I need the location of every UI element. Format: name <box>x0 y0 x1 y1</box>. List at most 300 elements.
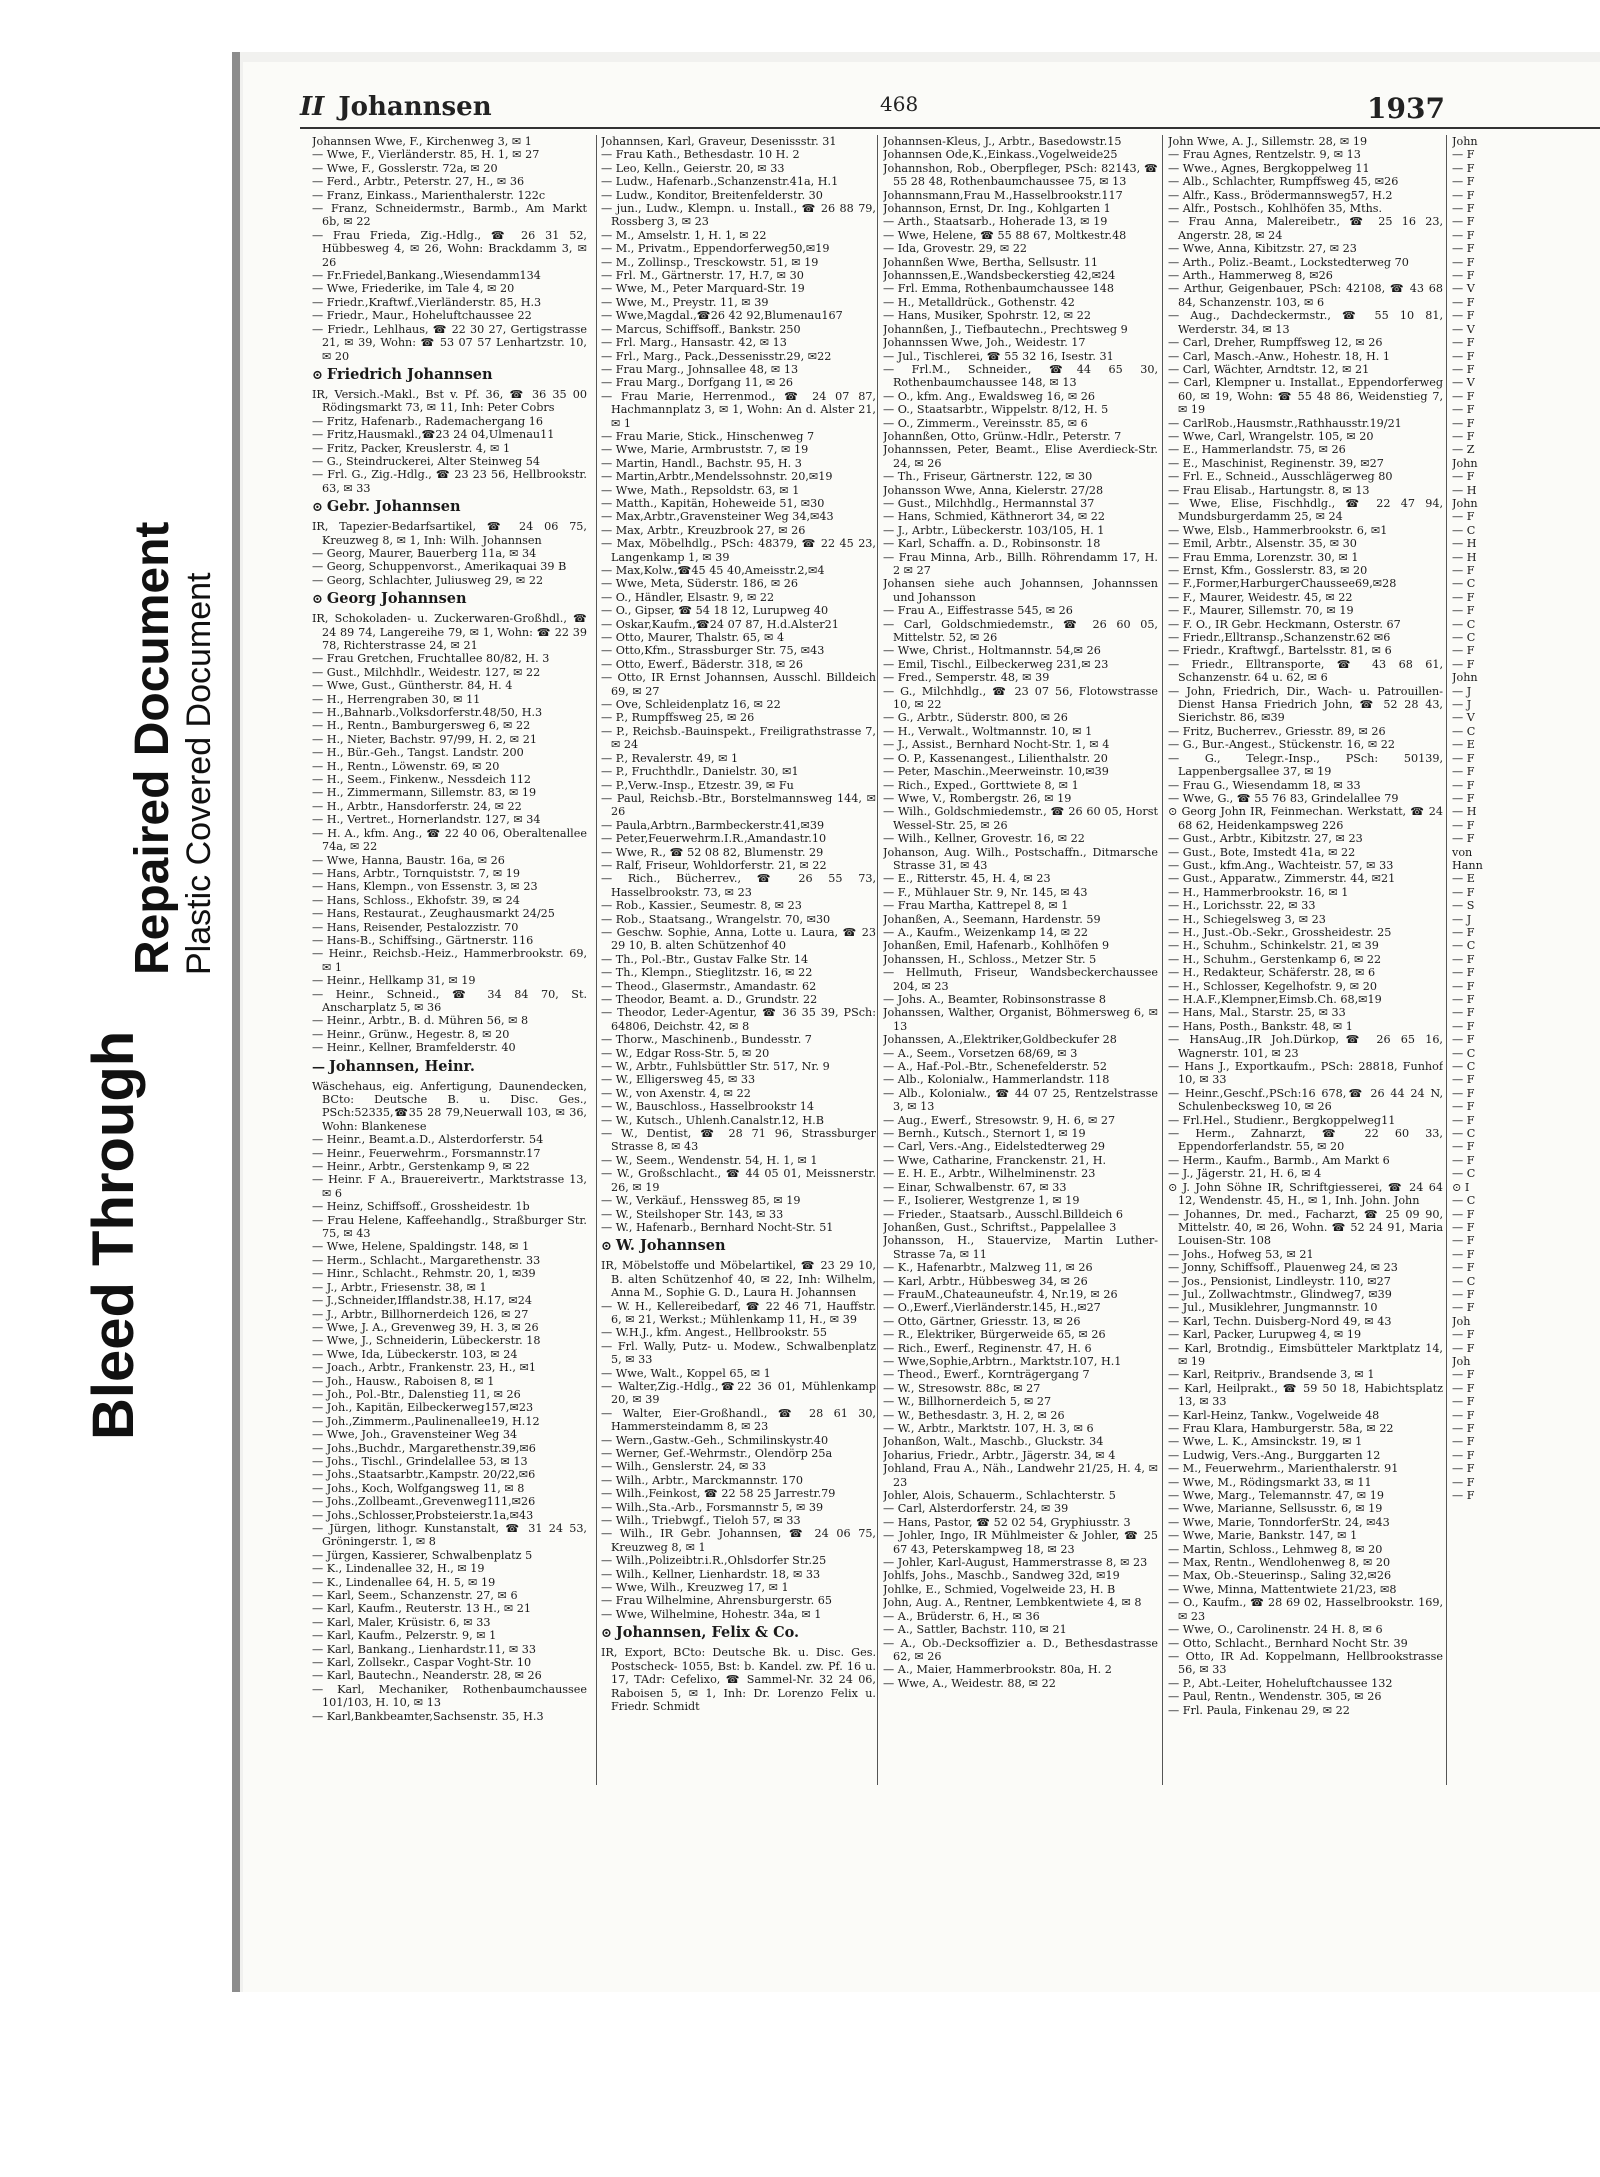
directory-entry: — Wwe, Elsb., Hammerbrookstr. 6, ✉1 <box>1168 523 1388 537</box>
directory-entry: — Arthur, Geigenbauer, PSch: 42108, ☎ 43 68 84, Schanzenstr. 103, ✉ 6 <box>1168 282 1443 309</box>
directory-entry: — F <box>1452 336 1475 350</box>
directory-entry: — Frau Gretchen, Fruchtallee 80/82, H. 3 <box>312 652 550 666</box>
directory-entry: — J., Arbtr., Friesenstr. 38, ✉ 1 <box>312 1280 487 1294</box>
directory-entry: — Frau Agnes, Rentzelstr. 9, ✉ 13 <box>1168 148 1361 162</box>
directory-entry: — Frau Minna, Arb., Billh. Röhrendamm 17, H. 2 ✉ 27 <box>883 550 1158 577</box>
directory-entry: — Wern.,Gastw.-Geh., Schmilinskystr.40 <box>601 1433 829 1447</box>
directory-entry: — H.A.F.,Klempner,Eimsb.Ch. 68,✉19 <box>1168 993 1382 1006</box>
entry-marker: ⊙ <box>312 367 323 383</box>
directory-entry: — Jonny, Schiffsoff., Plauenweg 24, ✉ 23 <box>1168 1261 1398 1275</box>
directory-entry: — W., Seem., Wendenstr. 54, H. 1, ✉ 1 <box>601 1153 818 1167</box>
directory-entry: — H., Zimmermann, Sillemstr. 83, ✉ 19 <box>312 786 537 800</box>
scan-margin <box>0 1992 1600 2177</box>
directory-entry: — F <box>1452 470 1475 484</box>
directory-entry: — F <box>1452 791 1475 805</box>
directory-entry: — Johannes, Dr. med., Facharzt, ☎ 25 09 90, Mittelstr. 40, ✉ 26, Wohn. ☎ 52 24 91, Maria Louisen-Str. 108 <box>1168 1207 1443 1248</box>
directory-entry: — F <box>1452 416 1475 430</box>
directory-entry: — Theod., Ewerf., Kornträgergang 7 <box>883 1368 1090 1382</box>
directory-entry: — Carl, Klempner u. Installat., Eppendorferweg 60, ✉ 19, Wohn: ☎ 55 48 86, Weidenstieg 7, ✉ 19 <box>1168 376 1443 417</box>
directory-entry: — Wwe, Meta, Süderstr. 186, ✉ 26 <box>601 577 799 591</box>
directory-entry: — F <box>1452 604 1475 618</box>
directory-entry: — P., Fruchthdlr., Danielstr. 30, ✉1 <box>601 765 799 779</box>
directory-entry: — Johs.,Zollbeamt.,Grevenweg111,✉26 <box>312 1495 536 1509</box>
directory-entry: — Fr.Friedel,Bankang.,Wiesendamm134 <box>312 269 541 283</box>
directory-entry: IR, Export, BCto: Deutsche Bk. u. Disc. Ges. Postscheck- 1055, Bst: b. Kandel. zw. Pf. 16 u. 17, TAdr: Cefelixo, ☎ Sammel-Nr. 32 24 06, Raboisen 5, ✉ 1, Inh: Dr. Lorenzo Felix u. Friedr. Schmidt <box>601 1646 876 1713</box>
directory-entry: — O., Staatsarbtr., Wippelstr. 8/12, H. 5 <box>883 403 1109 417</box>
directory-entry: — Walter,Zig.-Hdlg.,☎22 36 01, Mühlenkamp 20, ✉ 39 <box>601 1379 876 1407</box>
directory-entry: — E., Ritterstr. 45, H. 4, ✉ 23 <box>883 872 1051 886</box>
directory-entry: — Wilh., Kellner, Grovestr. 16, ✉ 22 <box>883 832 1085 846</box>
directory-entry: — Frau Elisab., Hartungstr. 8, ✉ 13 <box>1168 483 1370 497</box>
directory-entry: Johlke, E., Schmied, Vogelweide 23, H. B <box>883 1582 1116 1596</box>
page-header-title <box>300 92 492 122</box>
directory-entry: — John, Friedrich, Dir., Wach- u. Patrouillen-Dienst Hansa Friedrich John, ☎ 52 28 43, Sierichstr. 86, ✉39 <box>1168 684 1443 725</box>
directory-entry: — O., Händler, Elsastr. 9, ✉ 22 <box>601 590 775 604</box>
directory-entry: — F <box>1452 1261 1475 1275</box>
directory-entry: — Johs. A., Beamter, Robinsonstrasse 8 <box>883 993 1107 1006</box>
directory-entry: Johansson Wwe, Anna, Kielerstr. 27/28 <box>883 483 1104 497</box>
directory-entry: — Hans, Posth., Bankstr. 48, ✉ 1 <box>1168 1019 1353 1033</box>
directory-entry: — Max, Rentn., Wendlohenweg 8, ✉ 20 <box>1168 1556 1391 1570</box>
directory-entry: — Wwe,Magdal.,☎26 42 92,Blumenau167 <box>601 309 843 323</box>
directory-entry: — C <box>1452 1274 1476 1288</box>
directory-entry: — H <box>1452 537 1477 551</box>
directory-entry: — Wilh., Kellner, Lienhardstr. 18, ✉ 33 <box>601 1567 821 1581</box>
directory-entry: — C <box>1452 1046 1476 1060</box>
directory-entry: — Carl, Dreher, Rumpffsweg 12, ✉ 26 <box>1168 336 1383 350</box>
directory-entry: — W., Arbtr., Marktstr. 107, H. 3, ✉ 6 <box>883 1422 1094 1435</box>
directory-entry: — E <box>1452 872 1475 886</box>
directory-entry: — Ida, Grovestr. 29, ✉ 22 <box>883 242 1028 256</box>
directory-entry: — H., Rentn., Bamburgersweg 6, ✉ 22 <box>312 719 531 733</box>
directory-entry: — W., Dentist, ☎ 28 71 96, Strassburger Strasse 8, ✉ 43 <box>601 1127 876 1154</box>
directory-entry: — Johs.,Schlosser,Probsteierstr.1a,✉43 <box>312 1508 534 1522</box>
directory-entry: — Hinr., Schlacht., Rehmstr. 20, 1, ✉39 <box>312 1267 536 1281</box>
directory-entry: — F <box>1452 1113 1475 1127</box>
directory-entry: — F <box>1452 403 1475 417</box>
directory-column-3 <box>883 135 1158 1785</box>
directory-entry: — M., Zollinsp., Tresckowstr. 51, ✉ 19 <box>601 255 819 269</box>
column-divider <box>1446 135 1447 1785</box>
directory-entry: — E <box>1452 738 1475 752</box>
directory-entry: — Frau Wilhelmine, Ahrensburgerstr. 65 <box>601 1594 833 1608</box>
directory-entry: — Wilh.,Sta.-Arb., Forsmannstr 5, ✉ 39 <box>601 1500 824 1514</box>
directory-entry: — Karl, Kaufm., Reuterstr. 13 H., ✉ 21 <box>312 1602 532 1616</box>
directory-entry: — F <box>1452 1086 1475 1100</box>
directory-entry: — R., Elektriker, Bürgerweide 65, ✉ 26 <box>883 1328 1106 1342</box>
directory-entry: — C <box>1452 523 1476 537</box>
directory-entry: — Max,Arbtr.,Gravensteiner Weg 34,✉43 <box>601 510 834 524</box>
directory-entry: — F <box>1452 1448 1475 1462</box>
directory-entry: Johannssen, Peter, Beamt., Elise Averdieck-Str. 24, ✉ 26 <box>883 443 1158 470</box>
directory-entry: — C <box>1452 1127 1476 1141</box>
directory-entry: — J., Arbtr., Billhornerdeich 126, ✉ 27 <box>312 1307 529 1321</box>
directory-entry: — Hans J., Exportkaufm., PSch: 28818, Funhof 10, ✉ 33 <box>1168 1060 1443 1087</box>
directory-entry: — Wwe, O., Carolinenstr. 24 H. 8, ✉ 6 <box>1168 1623 1383 1637</box>
directory-entry: — Rob., Kassier., Seumestr. 8, ✉ 23 <box>601 899 802 913</box>
directory-entry: Johansen siehe auch Johannsen, Johannssen und Johansson <box>883 577 1158 604</box>
directory-entry: — Johs., Koch, Wolfgangsweg 11, ✉ 8 <box>312 1481 525 1495</box>
directory-entry: — F <box>1452 349 1475 363</box>
directory-entry: — Hans, Schmied, Käthnerort 34, ✉ 22 <box>883 510 1105 524</box>
directory-entry: Johannssen Wwe, Joh., Weidestr. 17 <box>883 336 1086 350</box>
directory-entry: — F.,Former,HarburgerChaussee69,✉28 <box>1168 577 1397 591</box>
directory-entry: — H <box>1452 550 1477 564</box>
directory-entry: — Th., Pol.-Btr., Gustav Falke Str. 14 <box>601 952 809 966</box>
directory-entry: — W., Kutsch., Uhlenh.Canalstr.12, H.B <box>601 1113 824 1127</box>
directory-entry: — V <box>1452 282 1475 296</box>
directory-entry: — Frau A., Eiffestrasse 545, ✉ 26 <box>883 604 1073 618</box>
plastic-covered-label: Plastic Covered Document <box>180 572 218 975</box>
directory-entry: — Aug., Dachdeckermstr., ☎ 55 10 81, Werderstr. 34, ✉ 13 <box>1168 309 1443 336</box>
directory-entry: Johannsmann,Frau M.,Hasselbrookstr.117 <box>883 188 1123 202</box>
directory-heading-entry <box>601 1237 876 1256</box>
directory-entry: — Peter,Feuerwehrm.I.R.,Amandastr.10 <box>601 832 827 846</box>
directory-entry: — Johs.,Buchdr., Margarethenstr.39,✉6 <box>312 1441 536 1455</box>
directory-entry: — Karl,Bankbeamter,Sachsenstr. 35, H.3 <box>312 1709 544 1723</box>
directory-entry: — W., Stresowstr. 88c, ✉ 27 <box>883 1381 1041 1395</box>
directory-entry: — G., Steindruckerei, Alter Steinweg 54 <box>312 454 540 468</box>
page-number: 468 <box>880 92 919 116</box>
directory-entry: — Wwe, Carl, Wrangelstr. 105, ✉ 20 <box>1168 429 1374 443</box>
directory-entry: — F <box>1452 1408 1475 1422</box>
directory-entry: — A., Haf.-Pol.-Btr., Schenefelderstr. 52 <box>883 1060 1107 1074</box>
directory-entry: — Max, Arbtr., Kreuzbrook 27, ✉ 26 <box>601 523 806 537</box>
directory-entry: — Karl, Seem., Schanzenstr. 27, ✉ 6 <box>312 1589 518 1603</box>
directory-entry: — Jos., Pensionist, Lindleystr. 110, ✉27 <box>1168 1274 1391 1288</box>
directory-entry: — Wilh., Triebwgf., Tieloh 57, ✉ 33 <box>601 1514 801 1528</box>
directory-entry: — W., Hafenarb., Bernhard Nocht-Str. 51 <box>601 1220 834 1234</box>
directory-entry: — F <box>1452 1381 1475 1395</box>
directory-entry: — F <box>1452 1140 1475 1154</box>
directory-entry: Johanßon, Walt., Maschb., Gluckstr. 34 <box>883 1435 1104 1449</box>
directory-entry: — G., Milchhdlg., ☎ 23 07 56, Flotowstrasse 10, ✉ 22 <box>883 684 1158 712</box>
directory-entry: — W., Arbtr., Fuhlsbüttler Str. 517, Nr. 9 <box>601 1060 830 1074</box>
directory-entry: — Frl.M., Schneider., ☎44 65 30, Rothenbaumchaussee 148, ✉ 13 <box>883 362 1158 390</box>
directory-entry: John <box>1452 496 1478 510</box>
directory-entry: — H.,Bahnarb.,Volksdorferstr.48/50, H.3 <box>312 706 543 720</box>
directory-entry: — Wwe, Ida, Lübeckerstr. 103, ✉ 24 <box>312 1347 518 1361</box>
directory-entry: IR, Möbelstoffe und Möbelartikel, ☎ 23 29 10, B. alten Schützenhof 40, ✉ 22, Inh: Wilhelm, Anna M., Sophie G. D., Laura H. Johannsen <box>601 1259 876 1300</box>
directory-entry: Johland, Frau A., Näh., Landwehr 21/25, H. 4, ✉ 23 <box>883 1462 1158 1489</box>
directory-entry: — F <box>1452 765 1475 779</box>
directory-entry: — F <box>1452 161 1475 175</box>
directory-entry: — Wwe, G., ☎ 55 76 83, Grindelallee 79 <box>1168 791 1399 805</box>
directory-entry: — C <box>1452 577 1476 591</box>
directory-entry: — J.,Schneider,Ifflandstr.38, H.17, ✉24 <box>312 1294 532 1308</box>
directory-entry: — Fritz, Bucherrev., Griesstr. 89, ✉ 26 <box>1168 724 1386 738</box>
directory-entry: — P., Abt.-Leiter, Hoheluftchaussee 132 <box>1168 1676 1393 1690</box>
directory-entry: — Paula,Arbtrn.,Barmbeckerstr.41,✉39 <box>601 818 825 832</box>
directory-entry: — F <box>1452 1234 1475 1248</box>
directory-entry: — H., Seem., Finkenw., Nessdeich 112 <box>312 773 532 787</box>
directory-entry: — Rob., Staatsang., Wrangelstr. 70, ✉30 <box>601 912 831 926</box>
directory-entry: — Karl, Packer, Lurupweg 4, ✉ 19 <box>1168 1328 1362 1342</box>
directory-column-1 <box>312 135 587 1785</box>
directory-entry: Johannßen, Otto, Grünw.-Hdlr., Peterstr. 7 <box>883 429 1122 443</box>
directory-entry: — F <box>1452 295 1475 309</box>
directory-entry: — Wwe, Wilh., Kreuzweg 17, ✉ 1 <box>601 1581 789 1595</box>
directory-entry: — O. P., Kassenangest., Lilienthalstr. 20 <box>883 751 1108 765</box>
directory-entry: — J <box>1452 698 1472 712</box>
directory-entry: — J., Assist., Bernhard Nocht-Str. 1, ✉ 4 <box>883 738 1110 752</box>
directory-entry: — F <box>1452 1033 1475 1047</box>
directory-entry: — Th., Friseur, Gärtnerstr. 122, ✉ 30 <box>883 470 1093 484</box>
directory-entry: — Herm., Zahnarzt, ☎ 22 60 33, Eppendorferlandstr. 55, ✉ 20 <box>1168 1127 1443 1154</box>
directory-entry: — Karl, Kaufm., Pelzerstr. 9, ✉ 1 <box>312 1629 497 1643</box>
directory-entry: — F <box>1452 778 1475 792</box>
directory-entry: — Fritz, Packer, Kreuslerstr. 4, ✉ 1 <box>312 441 511 455</box>
directory-entry: — Karl, Maler, Krüsistr. 6, ✉ 33 <box>312 1615 491 1629</box>
directory-entry: — Frau G., Wiesendamm 18, ✉ 33 <box>1168 778 1361 792</box>
directory-entry: — Frl. Paula, Finkenau 29, ✉ 22 <box>1168 1703 1350 1717</box>
directory-entry: — Carl, Goldschmiedemstr., ☎ 26 60 05, Mittelstr. 52, ✉ 26 <box>883 617 1158 645</box>
directory-entry: — Emil, Tischl., Eilbeckerweg 231,✉ 23 <box>883 657 1109 671</box>
directory-heading-entry <box>601 1624 876 1643</box>
directory-entry: — A., Maier, Hammerbrookstr. 80a, H. 2 <box>883 1663 1112 1677</box>
directory-entry: — H., Herrengraben 30, ✉ 11 <box>312 692 481 706</box>
directory-entry: — Wwe, Catharine, Franckenstr. 21, H. <box>883 1153 1107 1167</box>
directory-entry: — F <box>1452 362 1475 376</box>
directory-entry: — W. H., Kellereibedarf, ☎ 22 46 71, Hauffstr. 6, ✉ 21, Werkst.; Mühlenkamp 11, H., ✉ 39 <box>601 1299 876 1326</box>
directory-entry: — H., Arbtr., Hansdorferstr. 24, ✉ 22 <box>312 799 522 813</box>
directory-entry: — Rich., Ewerf., Reginenstr. 47, H. 6 <box>883 1341 1092 1355</box>
directory-entry: — M., Amselstr. 1, H. 1, ✉ 22 <box>601 228 767 242</box>
directory-entry: Johlfs, Johs., Maschb., Sandweg 32d, ✉19 <box>883 1569 1120 1583</box>
directory-entry: — Wwe, Walt., Koppel 65, ✉ 1 <box>601 1366 771 1380</box>
directory-entry: — H., Schuhm., Schinkelstr. 21, ✉ 39 <box>1168 939 1379 953</box>
directory-entry: — H <box>1452 483 1477 497</box>
directory-entry: — O., Zimmerm., Vereinsstr. 85, ✉ 6 <box>883 416 1088 430</box>
directory-entry: — Wwe, Joh., Gravensteiner Weg 34 <box>312 1428 518 1442</box>
directory-entry: IR, Schokoladen- u. Zuckerwaren-Großhdl., ☎ 24 89 74, Langereihe 79, ✉ 1, Wohn: ☎ 22 39 78, Richterstrasse 24, ✉ 21 <box>312 612 587 652</box>
directory-entry: — Johs., Tischl., Grindelallee 53, ✉ 13 <box>312 1454 528 1468</box>
directory-entry: — Frieder., Staatsarb., Ausschl.Billdeich 6 <box>883 1207 1124 1221</box>
directory-entry: — H., Nieter, Bachstr. 97/99, H. 2, ✉ 21 <box>312 732 537 746</box>
directory-entry: — Frau Marg., Dorfgang 11, ✉ 26 <box>601 376 794 390</box>
directory-entry: — F <box>1452 1287 1475 1301</box>
directory-entry: — F <box>1452 242 1475 256</box>
directory-entry: — Wwe, J., Schneiderin, Lübeckerstr. 18 <box>312 1334 541 1348</box>
directory-entry: — Georg, Schuppenvorst., Amerikaquai 39 B <box>312 560 567 574</box>
directory-entry: Wäschehaus, eig. Anfertigung, Daunendecken, BCto: Deutsche B. u. Disc. Ges., PSch:52335,☎35 28 79,Neuerwall 103, ✉ 36, Wohn: Blankenese <box>312 1079 587 1133</box>
directory-entry: — Friedr., Kraftwgf., Bartelsstr. 81, ✉ 6 <box>1168 644 1392 658</box>
entry-marker: ⊙ <box>312 500 323 516</box>
directory-entry: Johannsen Ode,K.,Einkass.,Vogelweide25 <box>883 148 1118 162</box>
directory-entry: — Frau Helene, Kaffeehandlg., Straßburger Str. 75, ✉ 43 <box>312 1213 587 1241</box>
directory-entry: — F <box>1452 966 1475 980</box>
directory-entry: — Johs.,Staatsarbtr.,Kampstr. 20/22,✉6 <box>312 1468 536 1482</box>
header-rule <box>300 127 1600 129</box>
directory-entry: — Max, Möbelhdlg., PSch: 48379, ☎ 22 45 23, Langenkamp 1, ✉ 39 <box>601 537 876 564</box>
directory-entry: — Frau Marie, Herrenmod., ☎ 24 07 87, Hachmannplatz 3, ✉ 1, Wohn: An d. Alster 21, ✉ 1 <box>601 389 876 430</box>
directory-entry: — Frl.Hel., Studienr., Bergkoppelweg11 <box>1168 1113 1396 1127</box>
directory-entry: — Theodor, Leder-Agentur, ☎ 36 35 39, PSch: 64806, Deichstr. 42, ✉ 8 <box>601 1006 876 1033</box>
directory-entry: — G., Bur.-Angest., Stückenstr. 16, ✉ 22 <box>1168 738 1396 752</box>
directory-entry: Johler, Alois, Schauerm., Schlachterstr. 5 <box>883 1489 1116 1503</box>
directory-entry: — F <box>1452 1395 1475 1409</box>
directory-entry: — P., Revalerstr. 49, ✉ 1 <box>601 751 739 765</box>
directory-entry: — F <box>1452 1341 1475 1355</box>
directory-entry: — Hans, Pastor, ☎ 52 02 54, Gryphiusstr. 3 <box>883 1515 1131 1529</box>
directory-entry: — M., Feuerwehrm., Marienthalerstr. 91 <box>1168 1462 1399 1476</box>
directory-entry: — Wwe, Elise, Fischhdlg., ☎ 22 47 94, Mundsburgerdamm 25, ✉ 24 <box>1168 496 1443 524</box>
directory-entry: — H., Hammerbrookstr. 16, ✉ 1 <box>1168 885 1349 899</box>
directory-entry: — Aug., Ewerf., Stresowstr. 9, H. 6, ✉ 27 <box>883 1113 1116 1127</box>
directory-entry: — Wwe, Helene, Spaldingstr. 148, ✉ 1 <box>312 1240 530 1254</box>
directory-entry: — Hans, Schloss., Ekhofstr. 39, ✉ 24 <box>312 893 520 907</box>
directory-entry: — H. A., kfm. Ang., ☎ 22 40 06, Oberaltenallee 74a, ✉ 22 <box>312 826 587 854</box>
directory-entry: — Wwe, Gust., Güntherstr. 84, H. 4 <box>312 679 513 693</box>
directory-entry: — Wwe, M., Peter Marquard-Str. 19 <box>601 282 805 296</box>
directory-entry: Johannsen-Kleus, J., Arbtr., Basedowstr.15 <box>883 135 1122 148</box>
column-divider <box>877 135 878 1785</box>
directory-entry: — V <box>1452 322 1475 336</box>
entry-heading-text: W. Johannsen <box>615 1237 726 1255</box>
directory-entry: — F <box>1452 429 1475 443</box>
page-edge <box>232 52 240 1992</box>
directory-entry: — F <box>1452 1019 1475 1033</box>
directory-entry: Joh <box>1452 1314 1471 1328</box>
directory-entry: — Jul., Tischlerei, ☎ 55 32 16, Isestr. 31 <box>883 349 1114 363</box>
directory-entry: — Heinr., Beamt.a.D., Alsterdorferstr. 54 <box>312 1133 544 1147</box>
directory-entry: — F <box>1452 751 1475 765</box>
directory-entry: — Hans-B., Schiffsing., Gärtnerstr. 116 <box>312 933 534 947</box>
directory-entry: — O.,Ewerf.,Vierländerstr.145, H.,✉27 <box>883 1301 1101 1315</box>
directory-entry: — Ferd., Arbtr., Peterstr. 27, H., ✉ 36 <box>312 175 525 189</box>
directory-entry: — C <box>1452 631 1476 645</box>
directory-entry: — E. H. E., Arbtr., Wilhelminenstr. 23 <box>883 1167 1096 1181</box>
directory-entry: — Frau Kath., Bethesdastr. 10 H. 2 <box>601 148 800 162</box>
directory-entry: — F <box>1452 215 1475 229</box>
directory-entry: — P., Rumpffsweg 25, ✉ 26 <box>601 711 755 725</box>
directory-entry: — Arth., Poliz.-Beamt., Lockstedterweg 70 <box>1168 255 1409 269</box>
directory-entry: — FrauM.,Chateauneufstr. 4, Nr.19, ✉ 26 <box>883 1287 1118 1301</box>
directory-entry: — Ludw., Konditor, Breitenfelderstr. 30 <box>601 188 823 202</box>
directory-entry: — Joh., Hausw., Raboisen 8, ✉ 1 <box>312 1374 495 1388</box>
directory-entry: — O., kfm. Ang., Ewaldsweg 16, ✉ 26 <box>883 389 1096 403</box>
directory-entry: — Heinr. F A., Brauereivertr., Marktstrasse 13, ✉ 6 <box>312 1173 587 1200</box>
directory-entry: IR, Tapezier-Bedarfsartikel, ☎ 24 06 75, Kreuzweg 8, ✉ 1, Inh: Wilh. Johannsen <box>312 520 587 547</box>
directory-entry: — H., Schiegelsweg 3, ✉ 23 <box>1168 912 1326 926</box>
directory-entry: — Bernh., Kutsch., Sternort 1, ✉ 19 <box>883 1127 1086 1141</box>
directory-entry: — H., Just.-Ob.-Sekr., Grossheidestr. 25 <box>1168 925 1392 939</box>
directory-entry: — Wwe, R., ☎ 52 08 82, Blumenstr. 29 <box>601 845 824 859</box>
directory-entry: — Karl, Schaffn. a. D., Robinsonstr. 18 <box>883 537 1101 551</box>
directory-entry: — Thorw., Maschinenb., Bundesstr. 7 <box>601 1033 812 1047</box>
entry-heading-text: Georg Johannsen <box>326 590 467 608</box>
directory-entry: — Wilh., Genslerstr. 24, ✉ 33 <box>601 1460 767 1474</box>
directory-entry: — Karl, Bautechn., Neanderstr. 28, ✉ 26 <box>312 1669 542 1683</box>
directory-entry: — H., Vertret., Hornerlandstr. 127, ✉ 34 <box>312 813 541 827</box>
directory-entry: — jun., Ludw., Klempn. u. Install., ☎ 26 88 79, Rossberg 3, ✉ 23 <box>601 202 876 229</box>
entry-marker: ⊙ <box>601 1626 612 1642</box>
directory-entry: — E., Maschinist, Reginenstr. 39, ✉27 <box>1168 456 1384 470</box>
directory-entry: — Hans, Musiker, Spohrstr. 12, ✉ 22 <box>883 309 1091 323</box>
directory-entry: — Frl. Wally, Putz- u. Modew., Schwalbenplatz 5, ✉ 33 <box>601 1339 876 1367</box>
entry-marker: — <box>312 1059 325 1075</box>
directory-entry: — Werner, Gef.-Wehrmstr., Olendörp 25a <box>601 1447 833 1460</box>
directory-entry: — Wwe, Math., Repsoldstr. 63, ✉ 1 <box>601 483 800 497</box>
directory-entry: Johannshon, Rob., Oberpfleger, PSch: 82143, ☎ 55 28 48, Rothenbaumchaussee 75, ✉ 13 <box>883 161 1158 189</box>
directory-entry: — Rich., Exped., Gorttwiete 8, ✉ 1 <box>883 778 1079 792</box>
directory-entry: — Hans, Mal., Starstr. 25, ✉ 33 <box>1168 1006 1346 1020</box>
directory-entry: — Otto, Gärtner, Griesstr. 13, ✉ 26 <box>883 1314 1081 1328</box>
directory-entry: — Rich., Bücherrev., ☎ 26 55 73, Hasselbrookstr. 73, ✉ 23 <box>601 872 876 899</box>
directory-entry: — W., von Axenstr. 4, ✉ 22 <box>601 1086 751 1100</box>
directory-entry: — Jürgen, lithogr. Kunstanstalt, ☎ 31 24 53, Gröningerstr. 1, ✉ 8 <box>312 1522 587 1549</box>
directory-entry: — Carl, Alsterdorferstr. 24, ✉ 39 <box>883 1502 1069 1516</box>
directory-entry: — Martin, Handl., Bachstr. 95, H. 3 <box>601 456 802 470</box>
directory-entry: — Wwe,Sophie,Arbtrn., Marktstr.107, H.1 <box>883 1354 1122 1368</box>
directory-entry: Johanssen, Walther, Organist, Böhmersweg 6, ✉ 13 <box>883 1006 1158 1033</box>
directory-entry: — F., Maurer, Weidestr. 45, ✉ 22 <box>1168 590 1353 604</box>
directory-entry: John, Aug. A., Rentner, Lembkentwiete 4, ✉ 8 <box>883 1596 1142 1610</box>
directory-entry: Johanssen, H., Schloss., Metzer Str. 5 <box>883 952 1097 966</box>
directory-heading-entry <box>312 498 587 517</box>
directory-entry: — F <box>1452 979 1475 993</box>
directory-entry: — Wwe, L. K., Amsinckstr. 19, ✉ 1 <box>1168 1435 1363 1449</box>
directory-entry: — Friedr., Maur., Hoheluftchaussee 22 <box>312 309 532 323</box>
directory-entry: Johannßen Wwe, Bertha, Sellsustr. 11 <box>883 255 1098 269</box>
directory-entry: — W., Billhornerdeich 5, ✉ 27 <box>883 1395 1052 1409</box>
directory-entry: — Wwe, Anna, Kibitzstr. 27, ✉ 23 <box>1168 242 1357 256</box>
directory-heading-entry <box>312 366 587 385</box>
directory-entry: — Frau Anna, Malereibetr., ☎ 25 16 23, Angerstr. 28, ✉ 24 <box>1168 215 1443 242</box>
directory-entry: — Ove, Schleidenplatz 16, ✉ 22 <box>601 698 781 712</box>
column-divider <box>1162 135 1163 1785</box>
directory-entry: John Wwe, A. J., Sillemstr. 28, ✉ 19 <box>1168 135 1368 148</box>
directory-entry: — Herm., Kaufm., Barmb., Am Markt 6 <box>1168 1153 1390 1167</box>
directory-entry: — Wwe, Minna, Mattentwiete 21/23, ✉8 <box>1168 1582 1397 1596</box>
directory-entry: — Frl. M., Gärtnerstr. 17, H.7, ✉ 30 <box>601 269 804 283</box>
directory-entry: — Th., Klempn., Stieglitzstr. 16, ✉ 22 <box>601 966 813 980</box>
directory-entry: — Wwe, Marie, TonndorferStr. 24, ✉43 <box>1168 1515 1390 1529</box>
directory-entry: — H., Verwalt., Woltmannstr. 10, ✉ 1 <box>883 724 1093 738</box>
directory-entry: Johannssen,E.,Wandsbeckerstieg 42,✉24 <box>883 269 1116 283</box>
directory-entry: — K., Lindenallee 32, H., ✉ 19 <box>312 1562 485 1576</box>
directory-entry: — Karl-Heinz, Tankw., Vogelweide 48 <box>1168 1408 1380 1422</box>
directory-entry: Johansson, H., Stauervize, Martin Luther-Strasse 7a, ✉ 11 <box>883 1234 1158 1261</box>
directory-entry: — Frau Frieda, Zig.-Hdlg., ☎ 26 31 52, Hübbesweg 4, ✉ 26, Wohn: Brackdamm 3, ✉ 26 <box>312 228 587 269</box>
directory-entry: — M., Privatm., Eppendorferweg50,✉19 <box>601 242 830 256</box>
directory-entry: — Martin, Schloss., Lehmweg 8, ✉ 20 <box>1168 1542 1383 1556</box>
directory-entry: — Wilh., IR Gebr. Johannsen, ☎ 24 06 75, Kreuzweg 8, ✉ 1 <box>601 1527 876 1554</box>
directory-entry: Johannßen, J., Tiefbautechn., Prechtsweg 9 <box>883 322 1128 336</box>
directory-entry: ⊙ Georg John IR, Feinmechan. Werkstatt, ☎ 24 68 62, Heidenkampsweg 226 <box>1168 805 1443 832</box>
directory-entry: — Wwe, Marg., Telemannstr. 47, ✉ 19 <box>1168 1489 1384 1503</box>
directory-entry: — F. O., IR Gebr. Heckmann, Osterstr. 67 <box>1168 617 1401 631</box>
directory-entry: — F <box>1452 148 1475 162</box>
directory-entry: — F <box>1452 202 1475 216</box>
directory-entry: — Alb., Kolonialw., Hammerlandstr. 118 <box>883 1073 1110 1087</box>
directory-entry: — Friedr., Elltransporte, ☎ 43 68 61, Schanzenstr. 64 u. 62, ✉ 6 <box>1168 657 1443 685</box>
directory-entry: — F <box>1452 1368 1475 1382</box>
directory-entry: — F <box>1452 175 1475 189</box>
directory-entry: — Gust., Arbtr., Kibitzstr. 27, ✉ 23 <box>1168 832 1363 846</box>
directory-entry: — Gust., Apparatw., Zimmerstr. 44, ✉21 <box>1168 872 1396 886</box>
directory-entry: — Wilh., Goldschmiedemstr., ☎ 26 60 05, Horst Wessel-Str. 25, ✉ 26 <box>883 805 1158 832</box>
directory-entry: — Frau Marg., Johnsallee 48, ✉ 13 <box>601 362 799 376</box>
directory-entry: — HansAug.,IR Joh.Dürkop,☎ 26 65 16, Wagnerstr. 101, ✉ 23 <box>1168 1033 1443 1060</box>
directory-entry: — F <box>1452 1475 1475 1489</box>
directory-entry: — Fritz,Hausmakl.,☎23 24 04,Ulmenau11 <box>312 428 555 442</box>
directory-entry: — Jürgen, Kassierer, Schwalbenplatz 5 <box>312 1548 533 1562</box>
directory-entry: — Heinr., Kellner, Bramfelderstr. 40 <box>312 1041 516 1055</box>
directory-entry: — H., Schuhm., Gerstenkamp 6, ✉ 22 <box>1168 952 1382 966</box>
directory-entry: — C <box>1452 1194 1476 1208</box>
directory-entry: — Wwe, M., Preystr. 11, ✉ 39 <box>601 295 769 309</box>
